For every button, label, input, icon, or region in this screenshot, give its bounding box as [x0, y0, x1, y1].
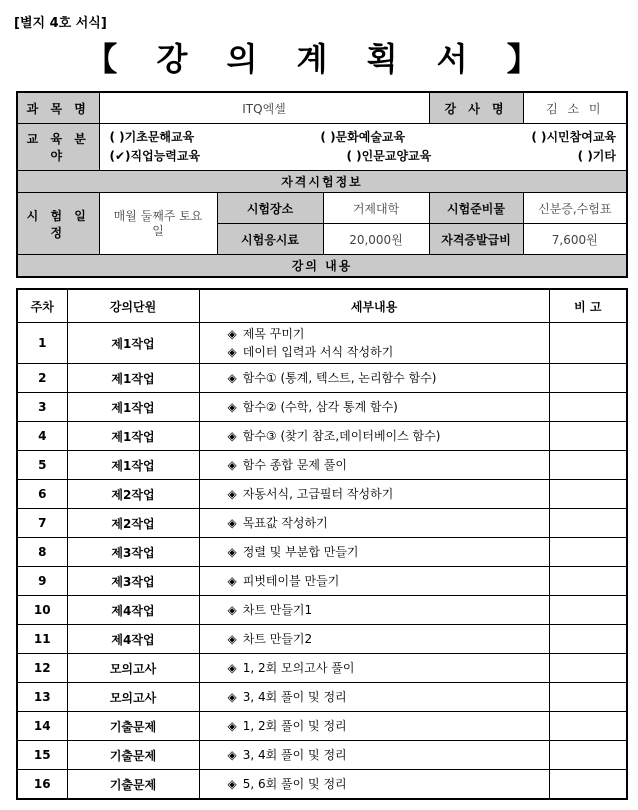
- detail-text: 1, 2회 풀이 및 정리: [242, 719, 347, 733]
- lecture-details: [199, 567, 549, 596]
- detail-line: [228, 746, 549, 764]
- detail-line: [228, 543, 549, 561]
- detail-text: 제목 꾸미기: [242, 327, 305, 341]
- week-number: 13: [17, 683, 67, 712]
- week-number: 16: [17, 770, 67, 800]
- lecture-note: [549, 625, 627, 654]
- diamond-bullet-icon: ◈: [227, 661, 237, 675]
- diamond-bullet-icon: ◈: [227, 345, 237, 359]
- lecture-row: [17, 596, 627, 625]
- lecture-row: [17, 654, 627, 683]
- lecture-unit: 기출문제: [67, 712, 199, 741]
- lecture-note: [549, 323, 627, 364]
- diamond-bullet-icon: ◈: [227, 574, 237, 588]
- lecture-row: [17, 770, 627, 800]
- diamond-bullet-icon: ◈: [227, 458, 237, 472]
- lecture-row: [17, 683, 627, 712]
- field-option: ( )문화예술교육: [320, 130, 406, 144]
- field-option: ( )기타: [577, 149, 616, 163]
- instructor-value: 김 소 미: [523, 92, 627, 124]
- week-number: 5: [17, 451, 67, 480]
- detail-line: [228, 630, 549, 648]
- instructor-label: 강 사 명: [429, 92, 523, 124]
- detail-line: [228, 572, 549, 590]
- lecture-details: [199, 770, 549, 800]
- diamond-bullet-icon: ◈: [227, 603, 237, 617]
- cert-fee-label: 자격증발급비: [429, 224, 523, 255]
- detail-line: [228, 775, 549, 793]
- lecture-note: [549, 480, 627, 509]
- header-note: 비 고: [549, 289, 627, 323]
- diamond-bullet-icon: ◈: [227, 487, 237, 501]
- detail-line: [228, 688, 549, 706]
- subject-value: ITQ엑셀: [99, 92, 429, 124]
- diamond-bullet-icon: ◈: [227, 429, 237, 443]
- lecture-row: [17, 538, 627, 567]
- form-label: [별지 4호 서식]: [14, 16, 107, 31]
- lecture-row: [17, 625, 627, 654]
- lecture-unit: 모의고사: [67, 654, 199, 683]
- week-number: 10: [17, 596, 67, 625]
- week-number: 7: [17, 509, 67, 538]
- week-number: 4: [17, 422, 67, 451]
- detail-text: 데이터 입력과 서식 작성하기: [242, 345, 394, 359]
- field-label: 교 육 분 야: [17, 124, 99, 171]
- detail-line: [228, 343, 549, 361]
- detail-text: 1, 2회 모의고사 풀이: [242, 661, 355, 675]
- lecture-details: [199, 480, 549, 509]
- week-number: 12: [17, 654, 67, 683]
- week-number: 6: [17, 480, 67, 509]
- lecture-row: [17, 422, 627, 451]
- detail-text: 차트 만들기2: [242, 632, 313, 646]
- lecture-details: [199, 741, 549, 770]
- detail-line: [228, 485, 549, 503]
- diamond-bullet-icon: ◈: [227, 327, 237, 341]
- week-number: 3: [17, 393, 67, 422]
- diamond-bullet-icon: ◈: [227, 777, 237, 791]
- detail-text: 자동서식, 고급필터 작성하기: [242, 487, 394, 501]
- lecture-unit: 제3작업: [67, 538, 199, 567]
- exam-place-label: 시험장소: [217, 193, 323, 224]
- field-option: ( )인문교양교육: [346, 149, 432, 163]
- lecture-unit: 모의고사: [67, 683, 199, 712]
- detail-text: 정렬 및 부분합 만들기: [242, 545, 359, 559]
- detail-line: [228, 456, 549, 474]
- lecture-unit: 제4작업: [67, 596, 199, 625]
- lecture-note: [549, 654, 627, 683]
- lecture-note: [549, 364, 627, 393]
- lecture-table: [16, 288, 628, 800]
- subject-label: 과 목 명: [17, 92, 99, 124]
- lecture-row: [17, 741, 627, 770]
- cert-fee-value: 7,600원: [523, 224, 627, 255]
- diamond-bullet-icon: ◈: [227, 545, 237, 559]
- lecture-note: [549, 393, 627, 422]
- lecture-note: [549, 509, 627, 538]
- diamond-bullet-icon: ◈: [227, 748, 237, 762]
- lecture-unit: 제3작업: [67, 567, 199, 596]
- detail-text: 목표값 작성하기: [242, 516, 328, 530]
- detail-text: 함수① (통계, 텍스트, 논리함수 함수): [242, 371, 437, 385]
- lecture-row: [17, 323, 627, 364]
- document-title: 【 강 의 계 획 서 】: [85, 40, 553, 78]
- lecture-unit: 제1작업: [67, 393, 199, 422]
- lecture-note: [549, 712, 627, 741]
- lecture-note: [549, 538, 627, 567]
- cert-section-bar: 자격시험정보: [17, 171, 627, 193]
- week-number: 9: [17, 567, 67, 596]
- diamond-bullet-icon: ◈: [227, 690, 237, 704]
- diamond-bullet-icon: ◈: [227, 400, 237, 414]
- lecture-details: [199, 422, 549, 451]
- lecture-details: [199, 596, 549, 625]
- diamond-bullet-icon: ◈: [227, 371, 237, 385]
- lecture-unit: 제1작업: [67, 364, 199, 393]
- exam-place-value: 거제대학: [323, 193, 429, 224]
- detail-line: [228, 659, 549, 677]
- detail-line: [228, 717, 549, 735]
- exam-date-value: 매월 둘째주 토요일: [99, 193, 217, 255]
- lecture-row: [17, 567, 627, 596]
- week-number: 11: [17, 625, 67, 654]
- detail-text: 3, 4회 풀이 및 정리: [242, 748, 347, 762]
- week-number: 8: [17, 538, 67, 567]
- prep-label: 시험준비물: [429, 193, 523, 224]
- lecture-note: [549, 422, 627, 451]
- fee-label: 시험응시료: [217, 224, 323, 255]
- field-option-checked: (✔)직업능력교육: [109, 149, 201, 163]
- lecture-details: [199, 712, 549, 741]
- exam-date-label: 시 험 일 정: [17, 193, 99, 255]
- lecture-unit: 제1작업: [67, 323, 199, 364]
- lecture-details: [199, 683, 549, 712]
- lecture-details: [199, 654, 549, 683]
- week-number: 15: [17, 741, 67, 770]
- detail-text: 함수③ (찾기 참조,데이터베이스 함수): [242, 429, 441, 443]
- week-number: 1: [17, 323, 67, 364]
- lecture-note: [549, 596, 627, 625]
- detail-text: 5, 6회 풀이 및 정리: [242, 777, 347, 791]
- detail-text: 함수 종합 문제 풀이: [242, 458, 347, 472]
- lecture-row: [17, 451, 627, 480]
- lecture-details: [199, 538, 549, 567]
- lecture-unit: 제4작업: [67, 625, 199, 654]
- lecture-details: [199, 451, 549, 480]
- prep-value: 신분증,수험표: [523, 193, 627, 224]
- lecture-details: [199, 393, 549, 422]
- lecture-details: [199, 625, 549, 654]
- field-options: [99, 124, 627, 171]
- lecture-details: [199, 364, 549, 393]
- diamond-bullet-icon: ◈: [227, 632, 237, 646]
- detail-text: 3, 4회 풀이 및 정리: [242, 690, 347, 704]
- lecture-unit: 제1작업: [67, 422, 199, 451]
- diamond-bullet-icon: ◈: [227, 719, 237, 733]
- lecture-note: [549, 683, 627, 712]
- lecture-note: [549, 770, 627, 800]
- lecture-unit: 기출문제: [67, 741, 199, 770]
- detail-text: 피벗테이블 만들기: [242, 574, 340, 588]
- lecture-note: [549, 567, 627, 596]
- week-number: 14: [17, 712, 67, 741]
- header-unit: 강의단원: [67, 289, 199, 323]
- header-week: 주차: [17, 289, 67, 323]
- week-number: 2: [17, 364, 67, 393]
- detail-line: [228, 427, 549, 445]
- detail-line: [228, 369, 549, 387]
- lecture-unit: 제1작업: [67, 451, 199, 480]
- field-option: ( )기초문해교육: [109, 130, 195, 144]
- lecture-unit: 제2작업: [67, 480, 199, 509]
- content-section-bar: 강의 내용: [17, 255, 627, 278]
- fee-value: 20,000원: [323, 224, 429, 255]
- lecture-row: [17, 364, 627, 393]
- lecture-row: [17, 393, 627, 422]
- field-option: ( )시민참여교육: [531, 130, 617, 144]
- lecture-unit: 기출문제: [67, 770, 199, 800]
- header-details: 세부내용: [199, 289, 549, 323]
- detail-line: [228, 325, 549, 343]
- lecture-row: [17, 509, 627, 538]
- detail-text: 함수② (수학, 삼각 통계 함수): [242, 400, 398, 414]
- info-table: [16, 91, 628, 278]
- lecture-details: [199, 509, 549, 538]
- diamond-bullet-icon: ◈: [227, 516, 237, 530]
- lecture-unit: 제2작업: [67, 509, 199, 538]
- lecture-note: [549, 741, 627, 770]
- detail-text: 차트 만들기1: [242, 603, 313, 617]
- detail-line: [228, 601, 549, 619]
- lecture-details: [199, 323, 549, 364]
- detail-line: [228, 398, 549, 416]
- lecture-header-row: [17, 289, 627, 323]
- lecture-row: [17, 712, 627, 741]
- lecture-row: [17, 480, 627, 509]
- detail-line: [228, 514, 549, 532]
- lecture-note: [549, 451, 627, 480]
